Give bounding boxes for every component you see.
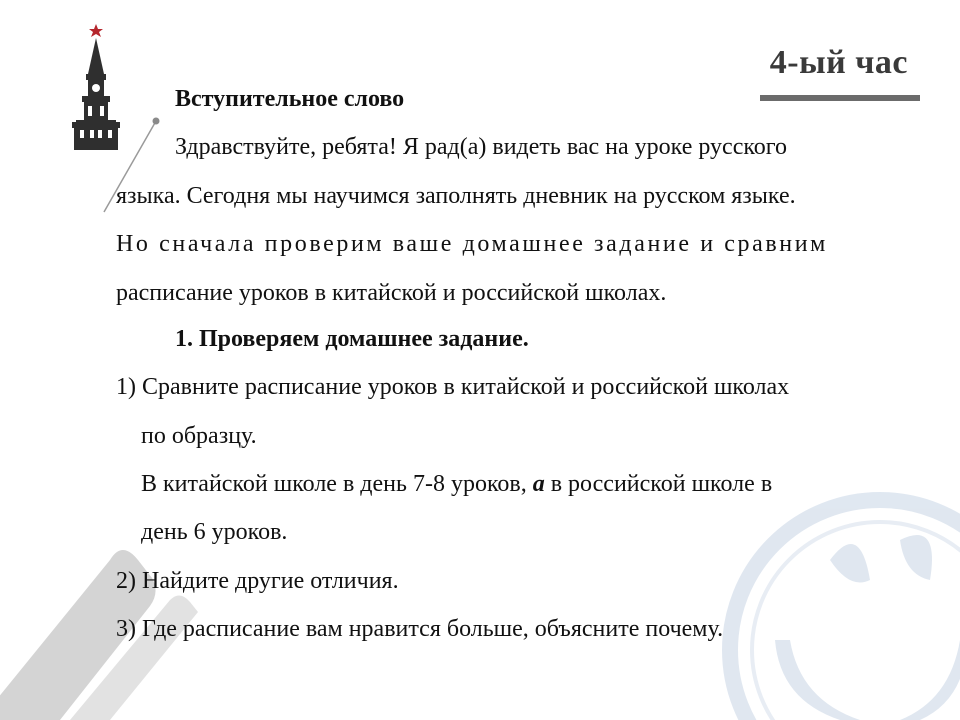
intro-line-4: расписание уроков в китайской и российской школах. [116, 280, 667, 306]
example-line-2: день 6 уроков. [141, 519, 288, 545]
task-3: 3) Где расписание вам нравится больше, объясните почему. [116, 616, 724, 642]
intro-line-3: Но сначала проверим ваше домашнее задание и сравним [116, 231, 828, 257]
example-text-start: В китайской школе в день 7-8 уроков, [141, 471, 533, 497]
example-line-1 [141, 469, 772, 499]
title-underline [760, 95, 920, 101]
task-1-line-2: по образцу. [141, 423, 257, 449]
page-title: 4-ый час [769, 44, 908, 81]
intro-heading: Вступительное слово [175, 86, 405, 112]
kremlin-tower-icon [68, 22, 124, 152]
section-heading: 1. Проверяем домашнее задание. [175, 326, 529, 352]
example-emphasis: а [532, 471, 545, 497]
task-1-line-1: 1) Сравните расписание уроков в китайской и российской школах [116, 374, 790, 400]
intro-line-2: языка. Сегодня мы научимся заполнять дневник на русском языке. [116, 183, 796, 209]
task-2: 2) Найдите другие отличия. [116, 568, 399, 594]
intro-line-1: Здравствуйте, ребята! Я рад(а) видеть вас на уроке русского [175, 134, 788, 160]
example-text-end: в российской школе в [544, 471, 773, 497]
